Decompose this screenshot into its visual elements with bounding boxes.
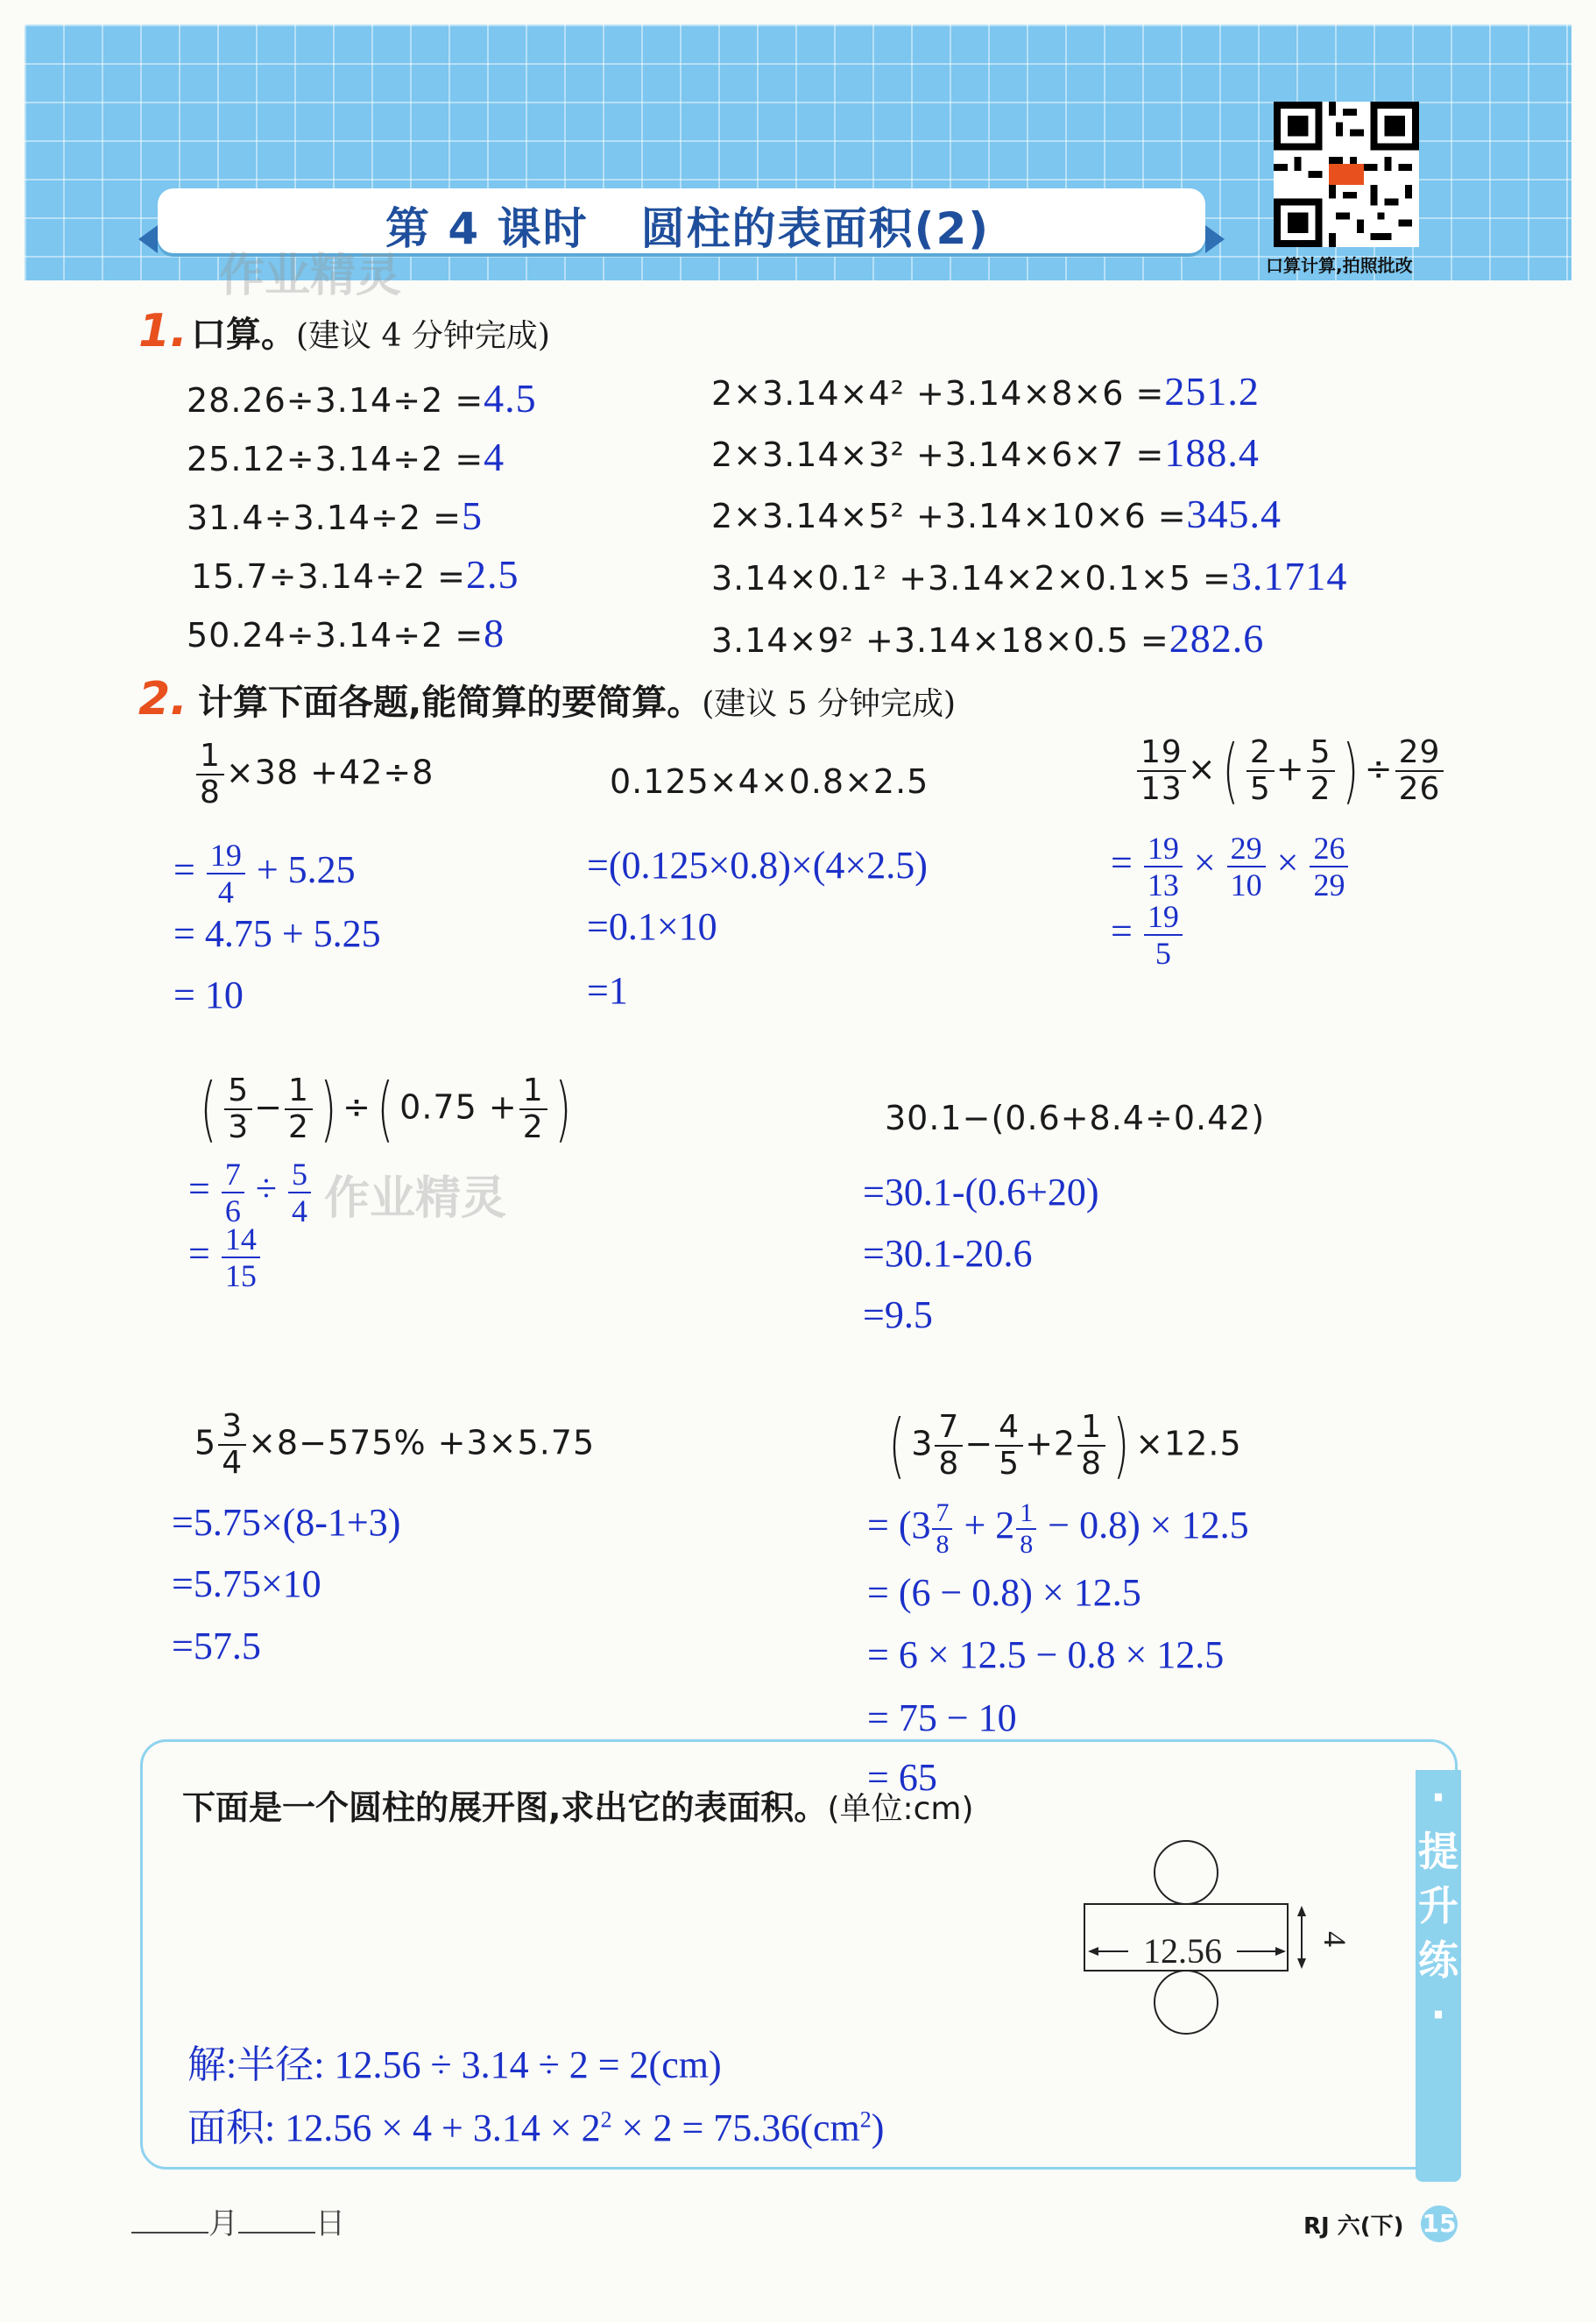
cylinder-net-diagram — [1077, 1836, 1352, 2046]
page-number: 15 — [1421, 2205, 1458, 2242]
problem-5-step-1: =30.1-(0.6+20) — [863, 1171, 1099, 1214]
watermark: 作业精灵 — [324, 1172, 507, 1225]
extension-answer-2: 面积: $12.56 \times 4 + 3.14 \times 2^2 \times 2 = 75.36(cm^2)$ — [187, 2106, 885, 2149]
problem-1-step-1: = $\frac{19}{4}$ + 5.25 — [173, 838, 356, 910]
oral-right-1: 2×3.14×4² +3.14×8×6 =251.2 — [711, 369, 1260, 414]
problem-5-step-2: =30.1-20.6 — [863, 1232, 1033, 1275]
oral-right-3: 2×3.14×5² +3.14×10×6 =345.4 — [711, 492, 1282, 536]
problem-1-step-2: = 4.75 + 5.25 — [173, 912, 381, 955]
ribbon-right — [1205, 225, 1225, 253]
oral-right-4: 3.14×0.1² +3.14×2×0.1×5 =3.1714 — [711, 554, 1348, 598]
problem-7-step-1: = (3 $\frac{7}{8}$ + 2 $\frac{1}{8}$ − 0.8) × 12.5 — [867, 1498, 1249, 1559]
qr-code-icon[interactable] — [1274, 102, 1419, 247]
extension-answer-1: 解:半径: 12.56 ÷ 3.14 ÷ 2 = 2(cm) — [187, 2043, 722, 2086]
footer-date: 月 日 — [131, 2199, 345, 2242]
diagram-length-label: 12.56 — [1143, 1931, 1222, 1971]
problem-6: 5 $\frac{3}{4}$ ×8−575% +3×5.75 — [194, 1408, 596, 1481]
ribbon-left — [138, 225, 158, 253]
problem-2: 0.125×4×0.8×2.5 — [610, 762, 929, 801]
oral-left-1: 28.26÷3.14÷2 =4.5 — [187, 376, 537, 421]
problem-1: $\frac{1}{8}$ ×38 +42÷8 — [194, 740, 434, 809]
problem-7-step-5: = 65 — [867, 1756, 937, 1799]
problem-4: ( $\frac{5}{3}$ − $\frac{1}{2}$ ) ÷( 0.75 + $\frac{1}{2}$ ) — [200, 1068, 572, 1150]
problem-4-step-1: = $\frac{7}{6}$ ÷ $\frac{5}{4}$ — [188, 1158, 313, 1227]
qr-caption: 口算计算,拍照批改 — [1266, 255, 1413, 276]
section-2-hint: (建议 5 分钟完成) — [702, 686, 957, 722]
oral-right-2: 2×3.14×3² +3.14×6×7 =188.4 — [711, 430, 1260, 475]
section-1-number: 1. — [138, 305, 187, 358]
problem-7-step-3: = 6 × 12.5 − 0.8 × 12.5 — [867, 1633, 1225, 1676]
oral-left-4: 15.7÷3.14÷2 =2.5 — [191, 552, 519, 597]
page-title — [385, 194, 990, 257]
problem-7-step-2: = (6 − 0.8) × 12.5 — [867, 1571, 1141, 1614]
lesson-number: 第 4 课时 — [385, 203, 589, 254]
problem-3-step-1: = $\frac{19}{13}$ × $\frac{29}{10}$ × $\frac{26}{29}$ — [1111, 832, 1350, 901]
book-code: RJ 六(下) — [1303, 2213, 1404, 2240]
watermark: 作业精灵 — [219, 250, 402, 302]
problem-2-step-1: =(0.125×0.8)×(4×2.5) — [587, 844, 928, 887]
problem-6-step-1: =5.75×(8-1+3) — [172, 1501, 401, 1544]
problem-3-step-2: = $\frac{19}{5}$ — [1111, 901, 1184, 969]
problem-6-step-2: =5.75×10 — [172, 1562, 321, 1605]
section-1-hint: (建议 4 分钟完成) — [296, 318, 550, 354]
oral-left-5: 50.24÷3.14÷2 =8 — [187, 611, 505, 655]
problem-5-step-3: =9.5 — [863, 1293, 933, 1336]
section-2-title: 计算下面各题,能简算的要简算。(建议 5 分钟完成) — [198, 683, 957, 723]
lesson-topic: 圆柱的表面积(2) — [640, 203, 991, 254]
problem-2-step-3: =1 — [587, 969, 628, 1012]
oral-right-5: 3.14×9² +3.14×18×0.5 =282.6 — [711, 616, 1265, 661]
problem-7: ( 3 $\frac{7}{8}$ − $\frac{4}{5}$ +2 $\frac{1}{8}$ ) ×12.5 — [888, 1405, 1242, 1486]
problem-3: $\frac{19}{13}$ ×( $\frac{2}{5}$ + $\frac{5}{2}$ ) ÷ $\frac{29}{26}$ — [1135, 736, 1445, 806]
problem-2-step-2: =0.1×10 — [587, 905, 717, 948]
diagram-height-label: 4 — [1317, 1931, 1352, 1947]
problem-6-step-3: =57.5 — [172, 1625, 261, 1667]
oral-left-3: 31.4÷3.14÷2 =5 — [187, 493, 483, 538]
section-2-number: 2. — [138, 673, 187, 726]
problem-7-step-4: = 75 − 10 — [867, 1696, 1017, 1739]
oral-left-2: 25.12÷3.14÷2 =4 — [187, 435, 505, 479]
problem-1-step-3: = 10 — [173, 973, 244, 1016]
extension-prompt: 下面是一个圆柱的展开图,求出它的表面积。(单位:cm) — [182, 1788, 974, 1827]
section-1-title: 口算。(建议 4 分钟完成) — [191, 315, 550, 355]
problem-4-step-2: = $\frac{14}{15}$ — [188, 1223, 262, 1292]
extension-tab: · 提 升 练 · — [1416, 1770, 1461, 2182]
problem-5: 30.1−(0.6+8.4÷0.42) — [885, 1099, 1266, 1137]
